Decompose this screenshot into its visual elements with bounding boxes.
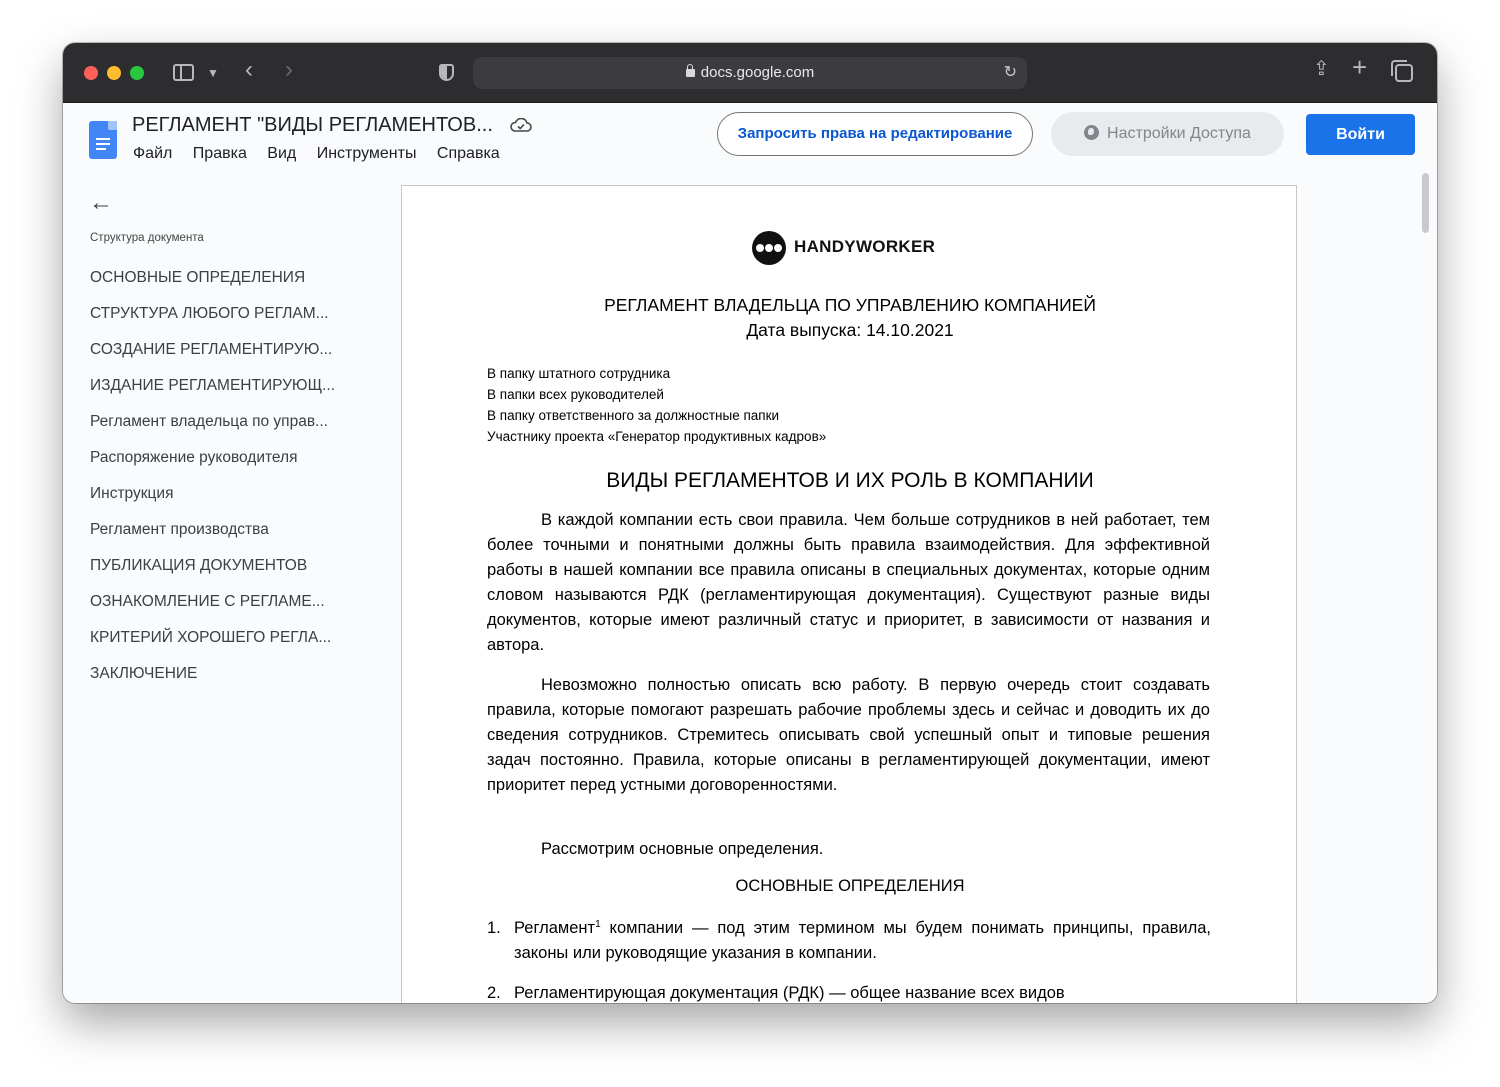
outline-item[interactable]: СОЗДАНИЕ РЕГЛАМЕНТИРУЮ... xyxy=(90,341,333,358)
definition-text: компании — под этим термином мы будем понимать принципы, правила, законы или руководящие указания в компании. xyxy=(514,919,1211,962)
handyworker-logo-icon xyxy=(752,231,786,265)
browser-toolbar xyxy=(63,43,1437,103)
menu-view[interactable]: Вид xyxy=(267,145,297,162)
definition-item xyxy=(487,981,1211,1003)
tab-overview-icon[interactable] xyxy=(1395,64,1413,82)
close-window-button[interactable] xyxy=(84,66,98,80)
docs-app xyxy=(63,103,1437,1003)
outline-item[interactable]: Инструкция xyxy=(90,485,174,502)
distribution-list xyxy=(487,363,826,447)
docs-logo-icon[interactable] xyxy=(89,121,117,159)
chevron-down-icon[interactable]: ▼ xyxy=(207,66,219,80)
forward-button[interactable]: › xyxy=(285,56,293,83)
share-icon[interactable]: ⇪ xyxy=(1313,58,1330,80)
back-button[interactable]: ‹ xyxy=(245,56,253,83)
menu-file[interactable]: Файл xyxy=(133,145,173,162)
cloud-saved-icon[interactable] xyxy=(510,118,532,132)
list-number: 2. xyxy=(487,984,501,1002)
brand-name: HANDYWORKER xyxy=(794,237,936,256)
document-outline xyxy=(63,183,393,1003)
distribution-line: В папку штатного сотрудника xyxy=(487,366,671,381)
menu-tools[interactable]: Инструменты xyxy=(316,145,417,162)
scrollbar-thumb[interactable] xyxy=(1422,173,1429,233)
privacy-shield-icon[interactable] xyxy=(439,64,454,81)
reload-icon[interactable]: ↻ xyxy=(1003,64,1017,81)
list-number: 1. xyxy=(487,919,501,937)
distribution-line: В папки всех руководителей xyxy=(487,387,664,402)
outline-item[interactable]: ИЗДАНИЕ РЕГЛАМЕНТИРУЮЩ... xyxy=(90,377,336,394)
access-settings-label: Настройки Доступа xyxy=(1107,125,1251,142)
regulation-title xyxy=(402,293,1298,343)
definition-item xyxy=(487,916,1211,966)
paragraph: В каждой компании есть свои правила. Чем больше сотрудников в ней работает, тем более точными и понятными должны быть правила взаимодействия. Для эффективной работы в нашей компании все правила описаны в специальных документах, которые одним словом называются РДК (регламентирующая документация). Существуют разные виды документов, которые имеют различный статус и приоритет, в зависимости от названия и автора. xyxy=(487,511,1210,654)
browser-window xyxy=(63,43,1437,1003)
lock-icon xyxy=(686,69,695,77)
definitions-title: ОСНОВНЫЕ ОПРЕДЕЛЕНИЯ xyxy=(735,877,965,895)
outline-heading: Структура документа xyxy=(90,232,204,244)
menu-edit[interactable]: Правка xyxy=(192,145,247,162)
paragraph: Невозможно полностью описать всю работу. В первую очередь стоит создавать правила, которые помогают разрешать рабочие проблемы здесь и сейчас и доводить их до сведения сотрудников. Стремитесь описывать свой успешный опыт и типовые решения задач постоянно. Правила, которые описаны в регламентирующей документации, имеют приоритет перед устными договоренностями. xyxy=(487,676,1210,794)
sidebar-toggle-icon[interactable] xyxy=(173,64,194,81)
regulation-title-text: РЕГЛАМЕНТ ВЛАДЕЛЬЦА ПО УПРАВЛЕНИЮ КОМПАНИЕЙ xyxy=(604,295,1096,315)
request-edit-button[interactable]: Запросить права на редактирование xyxy=(717,112,1033,156)
outline-item[interactable]: СТРУКТУРА ЛЮБОГО РЕГЛАМ... xyxy=(90,305,329,322)
minimize-window-button[interactable] xyxy=(107,66,121,80)
globe-icon xyxy=(1084,125,1099,140)
outline-item[interactable]: Распоряжение руководителя xyxy=(90,449,298,466)
outline-item[interactable]: ОСНОВНЫЕ ОПРЕДЕЛЕНИЯ xyxy=(90,269,306,286)
url-text: docs.google.com xyxy=(700,64,815,81)
new-tab-icon[interactable]: + xyxy=(1352,52,1368,82)
back-arrow-icon[interactable]: ← xyxy=(89,189,113,216)
outline-item[interactable]: Регламент производства xyxy=(90,521,269,538)
outline-item[interactable]: Регламент владельца по управ... xyxy=(90,413,328,430)
footnote-ref[interactable]: 1 xyxy=(595,919,601,930)
menu-bar xyxy=(133,145,516,163)
release-date: Дата выпуска: 14.10.2021 xyxy=(746,320,954,340)
paragraph: Рассмотрим основные определения. xyxy=(541,840,824,858)
login-button[interactable]: Войти xyxy=(1306,114,1415,155)
outline-item[interactable]: КРИТЕРИЙ ХОРОШЕГО РЕГЛА... xyxy=(90,629,332,646)
section-title: ВИДЫ РЕГЛАМЕНТОВ И ИХ РОЛЬ В КОМПАНИИ xyxy=(606,469,1094,492)
menu-help[interactable]: Справка xyxy=(436,145,500,162)
definition-text: Регламентирующая документация (РДК) — общее название всех видов xyxy=(514,984,1065,1002)
outline-item[interactable]: ОЗНАКОМЛЕНИЕ С РЕГЛАМЕ... xyxy=(90,593,325,610)
definition-term: Регламент xyxy=(514,919,596,937)
document-title[interactable]: РЕГЛАМЕНТ "ВИДЫ РЕГЛАМЕНТОВ... xyxy=(132,114,493,136)
distribution-line: Участнику проекта «Генератор продуктивных кадров» xyxy=(487,429,827,444)
outline-item[interactable]: ПУБЛИКАЦИЯ ДОКУМЕНТОВ xyxy=(90,557,308,574)
access-settings-button[interactable] xyxy=(1051,112,1284,156)
zoom-window-button[interactable] xyxy=(130,66,144,80)
document-page[interactable] xyxy=(401,185,1297,1003)
distribution-line: В папку ответственного за должностные папки xyxy=(487,408,780,423)
outline-list xyxy=(90,269,335,701)
docs-header xyxy=(63,103,1437,183)
address-bar[interactable] xyxy=(473,57,1027,89)
outline-item[interactable]: ЗАКЛЮЧЕНИЕ xyxy=(90,665,198,682)
